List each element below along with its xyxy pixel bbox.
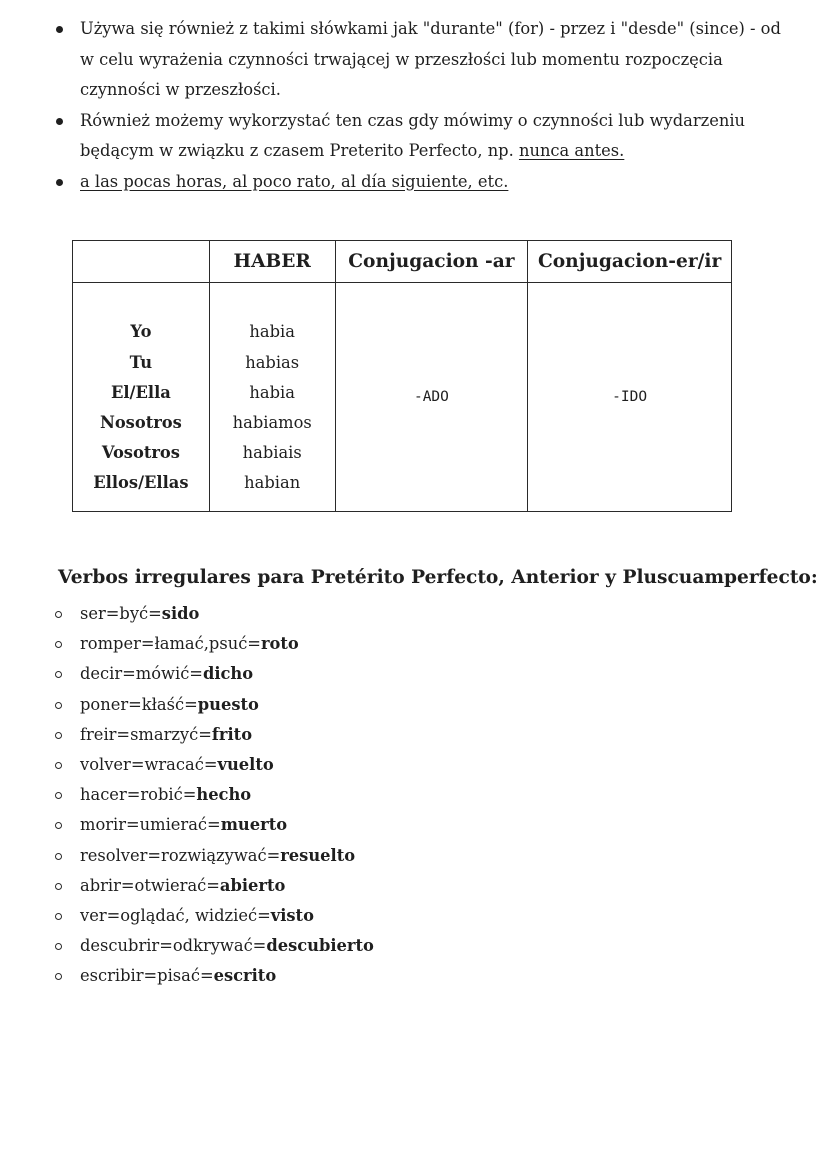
hollow-bullet-icon bbox=[55, 973, 62, 980]
header-cell-er-ir: Conjugacion-er/ir bbox=[528, 241, 732, 283]
list-item bbox=[54, 810, 374, 840]
list-item bbox=[54, 961, 374, 991]
participle: roto bbox=[260, 634, 299, 654]
pronoun-cell bbox=[73, 283, 210, 512]
participle: sido bbox=[161, 604, 200, 623]
verb-translation: volver=wracać= bbox=[80, 755, 218, 775]
participle: escrito bbox=[213, 966, 277, 986]
hollow-bullet-icon bbox=[55, 732, 62, 739]
usage-bullet-list bbox=[55, 14, 805, 197]
participle: muerto bbox=[220, 815, 288, 835]
hollow-bullet-icon bbox=[55, 943, 62, 950]
hollow-bullet-icon bbox=[55, 762, 62, 769]
list-item bbox=[54, 629, 374, 659]
conjugation-table bbox=[72, 240, 732, 512]
bullet-line: czynności w przeszłości. bbox=[80, 80, 281, 99]
hollow-bullet-icon bbox=[55, 792, 62, 799]
irregular-verbs-list bbox=[54, 599, 374, 992]
underlined-example: a las pocas horas, al poco rato, al día siguiente, etc. bbox=[80, 171, 509, 191]
verb-translation: hacer=robić= bbox=[80, 785, 197, 805]
list-item bbox=[55, 14, 805, 106]
participle: resuelto bbox=[280, 845, 356, 865]
hollow-bullet-icon bbox=[55, 702, 62, 709]
list-item bbox=[54, 841, 374, 871]
haber-form: habia bbox=[249, 382, 295, 402]
pronoun: El/Ella bbox=[110, 382, 171, 402]
bullet-line: Również możemy wykorzystać ten czas gdy mówimy o czynności lub wydarzeniu bbox=[80, 110, 746, 130]
er-ir-suffix-cell: -IDO bbox=[528, 283, 732, 512]
list-item bbox=[54, 901, 374, 931]
participle: frito bbox=[211, 724, 253, 744]
verb-translation: ser=być= bbox=[80, 604, 162, 623]
participle: puesto bbox=[197, 694, 259, 714]
pronoun: Tu bbox=[129, 352, 153, 372]
haber-form: habia bbox=[249, 322, 295, 342]
list-item bbox=[54, 599, 374, 629]
haber-form: habias bbox=[245, 352, 300, 372]
irregular-verbs-heading: Verbos irregulares para Pretérito Perfecto, Anterior y Pluscuamperfecto: bbox=[58, 567, 818, 588]
list-item bbox=[55, 106, 805, 167]
hollow-bullet-icon bbox=[55, 611, 62, 618]
bullet-dot-icon bbox=[56, 118, 63, 125]
bullet-line: Używa się również z takimi słówkami jak "durante" (for) - przez i "desde" (since) - od bbox=[80, 19, 781, 38]
header-cell-haber: HABER bbox=[209, 241, 335, 283]
bullet-dot-icon bbox=[56, 179, 63, 186]
haber-cell bbox=[209, 283, 335, 512]
verb-translation: resolver=rozwiązywać= bbox=[80, 845, 281, 865]
underlined-example: nunca antes. bbox=[518, 141, 625, 160]
header-cell-ar: Conjugacion -ar bbox=[335, 241, 528, 283]
table-header-row bbox=[73, 241, 732, 283]
header-cell-empty bbox=[73, 241, 210, 283]
pronoun: Nosotros bbox=[99, 413, 182, 432]
hollow-bullet-icon bbox=[55, 641, 62, 648]
participle: vuelto bbox=[217, 755, 274, 775]
hollow-bullet-icon bbox=[55, 671, 62, 678]
verb-translation: descubrir=odkrywać= bbox=[80, 936, 267, 956]
verb-translation: freir=smarzyć= bbox=[80, 724, 212, 744]
list-item bbox=[54, 720, 374, 750]
verb-translation: abrir=otwierać= bbox=[80, 875, 220, 895]
list-item bbox=[54, 871, 374, 901]
verb-translation: decir=mówić= bbox=[80, 664, 203, 684]
verb-translation: escribir=pisać= bbox=[80, 966, 214, 986]
participle: hecho bbox=[196, 785, 252, 805]
pronoun: Ellos/Ellas bbox=[93, 473, 189, 493]
bullet-line: w celu wyrażenia czynności trwającej w przeszłości lub momentu rozpoczęcia bbox=[80, 49, 723, 69]
list-item bbox=[54, 931, 374, 961]
haber-form: habiais bbox=[242, 443, 302, 463]
hollow-bullet-icon bbox=[55, 913, 62, 920]
hollow-bullet-icon bbox=[55, 883, 62, 890]
hollow-bullet-icon bbox=[55, 822, 62, 829]
list-item bbox=[54, 750, 374, 780]
participle: visto bbox=[270, 906, 314, 926]
bullet-line: będącym w związku z czasem Preterito Perfecto, np. bbox=[80, 141, 519, 160]
participle: descubierto bbox=[266, 936, 374, 956]
list-item bbox=[54, 690, 374, 720]
haber-form: habian bbox=[244, 473, 301, 493]
table-row bbox=[73, 283, 732, 512]
pronoun: Yo bbox=[130, 322, 152, 342]
verb-translation: poner=kłaść= bbox=[80, 694, 198, 714]
participle: abierto bbox=[219, 875, 286, 895]
ar-suffix-cell: -ADO bbox=[335, 283, 528, 512]
hollow-bullet-icon bbox=[55, 853, 62, 860]
verb-translation: romper=łamać,psuć= bbox=[80, 634, 261, 654]
participle: dicho bbox=[202, 664, 254, 684]
list-item bbox=[55, 167, 805, 198]
list-item bbox=[54, 780, 374, 810]
pronoun: Vosotros bbox=[101, 443, 180, 463]
bullet-dot-icon bbox=[56, 26, 63, 33]
verb-translation: morir=umierać= bbox=[80, 815, 221, 835]
haber-form: habiamos bbox=[232, 413, 312, 432]
verb-translation: ver=oglądać, widzieć= bbox=[80, 906, 271, 926]
list-item bbox=[54, 659, 374, 689]
